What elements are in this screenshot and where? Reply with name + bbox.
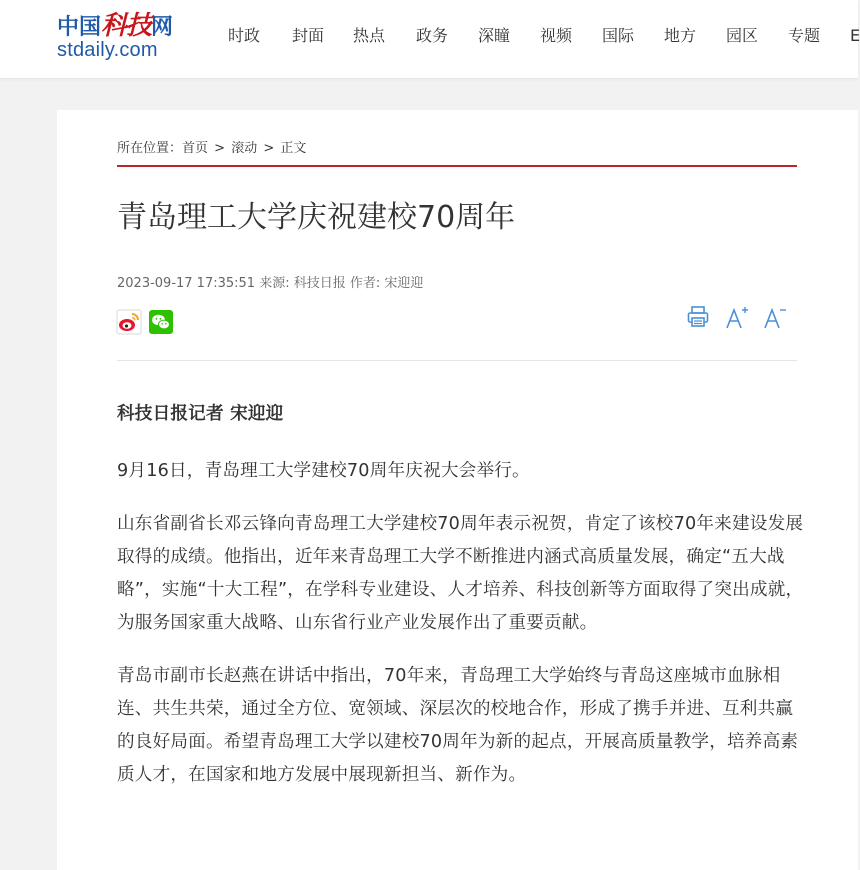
logo-chinese: 中国科技网 [57,11,174,41]
nav-item[interactable]: 政务 [416,26,449,45]
nav-item[interactable]: 热点 [353,26,386,45]
nav-item[interactable]: 深瞳 [478,26,511,45]
print-icon[interactable] [687,304,709,332]
font-increase-icon[interactable] [725,304,749,332]
nav-item[interactable]: 封面 [292,26,325,45]
nav-item[interactable]: 地方 [664,26,697,45]
breadcrumb-divider [117,165,797,167]
nav-item[interactable]: 国际 [602,26,635,45]
article-meta: 2023-09-17 17:35:51 来源: 科技日报 作者: 宋迎迎 [117,276,424,291]
breadcrumb [117,139,306,159]
breadcrumb-home[interactable]: 首页 [182,141,209,156]
article-card [57,110,858,870]
nav-item[interactable]: 专题 [788,26,821,45]
article-paragraph: 9月16日，青岛理工大学建校70周年庆祝大会举行。 [117,461,530,481]
breadcrumb-separator: > [263,141,275,156]
article-title: 青岛理工大学庆祝建校70周年 [117,200,516,235]
article-body [117,398,807,812]
nav-item[interactable]: 园区 [726,26,759,45]
breadcrumb-separator: > [214,141,226,156]
header-divider [117,360,797,361]
article-paragraph: 青岛市副市长赵燕在讲话中指出，70年来，青岛理工大学始终与青岛这座城市血脉相连、共生共荣，通过全方位、宽领域、深层次的校地合作，形成了携手并进、互利共赢的良好局面。希望青岛理工大学以建校70周年为新的起点，开展高质量教学，培养高素质人才，在国家和地方发展中展现新担当、新作为。 [117,666,799,785]
breadcrumb-label: 所在位置： [117,141,183,156]
logo-domain: stdaily.com [57,39,158,61]
site-logo[interactable] [57,10,182,62]
article-paragraph: 山东省副省长邓云锋向青岛理工大学建校70周年表示祝贺，肯定了该校70年来建设发展取得的成绩。他指出，近年来青岛理工大学不断推进内涵式高质量发展，确定“五大战略”，实施“十大工程”，在学科专业建设、人才培养、科技创新等方面取得了突出成就，为服务国家重大战略、山东省行业产业发展作出了重要贡献。 [117,514,804,633]
nav-item[interactable]: E [850,26,860,45]
nav-item[interactable]: 视频 [540,26,573,45]
site-header [0,0,858,79]
breadcrumb-current: 正文 [280,141,307,156]
wechat-icon[interactable] [149,310,173,334]
breadcrumb-section[interactable]: 滚动 [231,141,258,156]
weibo-icon[interactable] [117,310,141,334]
article-author: 科技日报记者 宋迎迎 [117,404,284,424]
font-decrease-icon[interactable] [763,304,787,332]
nav-item[interactable]: 时政 [228,26,261,45]
